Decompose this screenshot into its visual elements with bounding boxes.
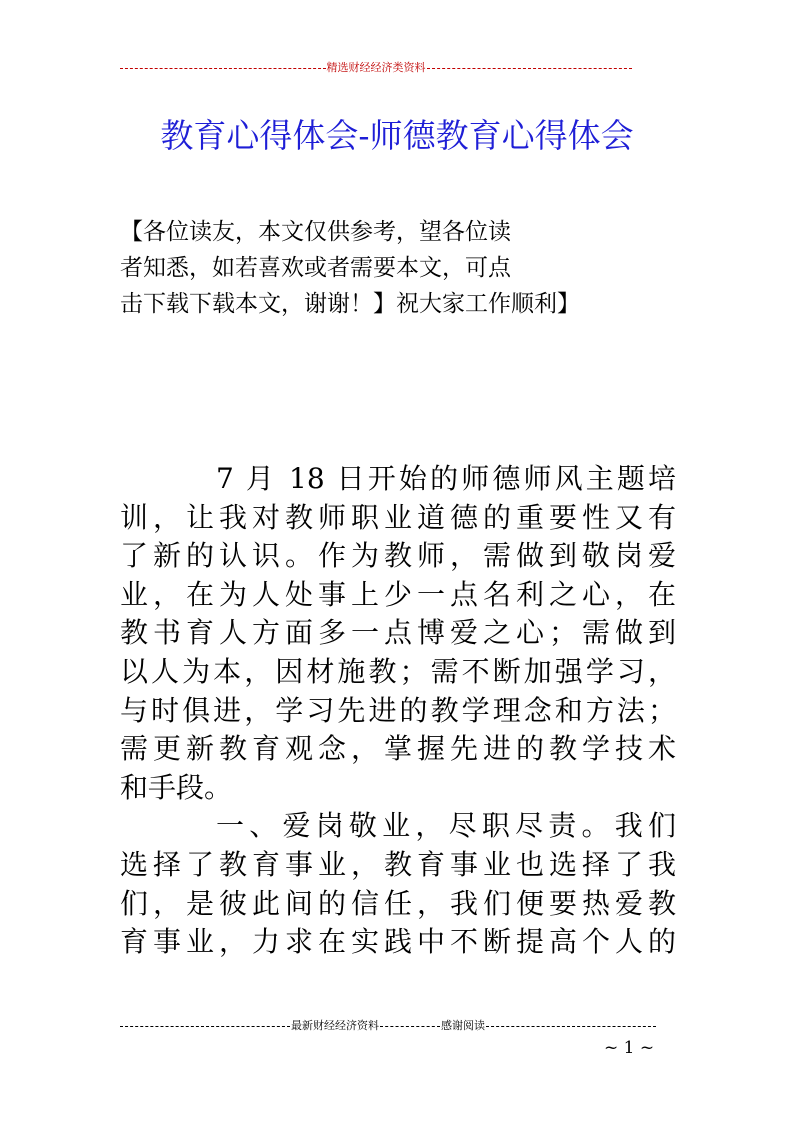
header-divider-left bbox=[120, 68, 326, 69]
text-line: 训，让我对教师职业道德的重要性又有 bbox=[120, 500, 676, 534]
text-line: 育事业，力求在实践中不断提高个人的 bbox=[120, 925, 676, 959]
text-line: 需更新教育观念，掌握先进的教学技术 bbox=[120, 732, 676, 766]
paragraph-1 bbox=[120, 460, 676, 807]
notice-line: 者知悉，如若喜欢或者需要本文，可点 bbox=[120, 255, 511, 281]
footer-divider-right bbox=[486, 1026, 656, 1027]
document-body bbox=[120, 460, 676, 962]
text-line: 以人为本，因材施教；需不断加强学习， bbox=[120, 654, 676, 688]
footer-label-left: 最新财经经济资料 bbox=[291, 1019, 379, 1032]
page-footer bbox=[120, 1019, 656, 1033]
text-line: 一、爱岗敬业，尽职尽责。我们 bbox=[216, 809, 676, 843]
footer-label-right: 感谢阅读 bbox=[441, 1019, 485, 1032]
notice-line: 【各位读友，本文仅供参考，望各位读 bbox=[120, 219, 511, 245]
document-title: 教育心得体会-师德教育心得体会 bbox=[160, 116, 634, 155]
text-line: 业，在为人处事上少一点名利之心，在 bbox=[120, 577, 676, 611]
text-line: 和手段。 bbox=[120, 770, 233, 804]
text-line: 教书育人方面多一点博爱之心；需做到 bbox=[120, 616, 676, 650]
paragraph-2 bbox=[120, 807, 676, 961]
text-line: 7 月 18 日开始的师德师风主题培 bbox=[216, 462, 676, 495]
text-line: 了新的认识。作为教师，需做到敬岗爱 bbox=[120, 539, 676, 573]
footer-divider-middle bbox=[380, 1026, 440, 1027]
text-line: 选择了教育事业，教育事业也选择了我 bbox=[120, 847, 676, 881]
header-divider-right bbox=[427, 68, 633, 69]
text-line: 与时俱进，学习先进的教学理念和方法； bbox=[120, 693, 676, 727]
notice-line: 击下载下载本文，谢谢！】祝大家工作顺利】 bbox=[120, 291, 580, 317]
reader-notice bbox=[120, 214, 640, 322]
footer-divider-left bbox=[120, 1026, 290, 1027]
header-label: 精选财经经济类资料 bbox=[326, 61, 426, 74]
text-line: 们，是彼此间的信任，我们便要热爱教 bbox=[120, 886, 676, 920]
page-header bbox=[120, 60, 632, 76]
page-number: ~ 1 ~ bbox=[604, 1038, 655, 1058]
